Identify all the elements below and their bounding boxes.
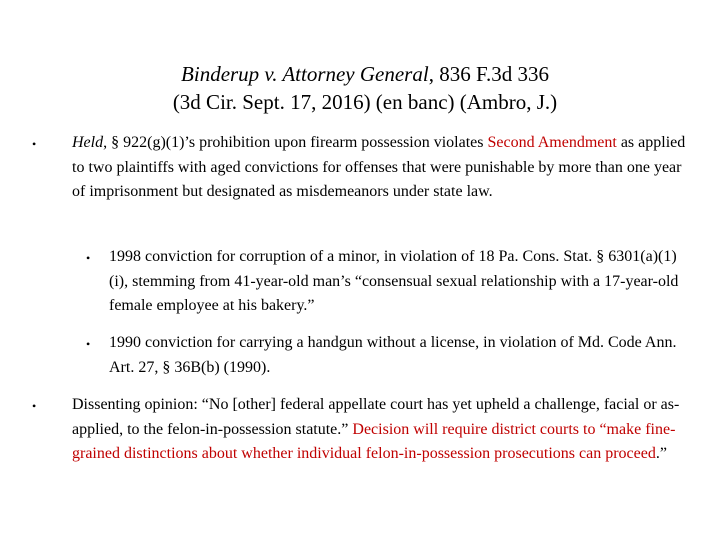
dissent-text-a: Dissenting opinion: “No [other] federal appellate court has yet upheld a challenge, facial or as-applied, to the felon-in-possession statute.” — [72, 396, 680, 438]
holding-text-a: , § 922(g)(1)’s prohibition upon firearm possession violates — [103, 134, 488, 151]
bullet-marker: • — [32, 399, 37, 413]
held-label: Held — [72, 134, 104, 151]
sub-bullet-text: 1998 conviction for corruption of a minor, in violation of 18 Pa. Cons. Stat. § 6301(a)(1)(i), stemming from 41-year-old man’s “consensual sexual relationship with a 17-year-old female employee at his bakery.” — [109, 248, 679, 314]
bullet-marker: • — [86, 337, 91, 351]
bullet-dissent — [32, 393, 692, 467]
title-line-1 — [100, 60, 630, 88]
bullet-holding — [32, 131, 692, 205]
case-citation: , 836 F.3d 336 — [428, 62, 549, 86]
holding-text-b: as applied to two plaintiffs with aged convictions for offenses that were punishable by more than one year of imprisonment but designated as misdemeanors under state law. — [72, 134, 686, 200]
bullet-marker: • — [32, 137, 37, 151]
dissent-text-b: .” — [655, 445, 667, 462]
slide-title — [100, 60, 630, 116]
sub-bullet-text: 1990 conviction for carrying a handgun without a license, in violation of Md. Code Ann. Art. 27, § 36B(b) (1990). — [109, 334, 677, 376]
bullet-marker: • — [86, 251, 91, 265]
sub-bullet-1998-conviction — [86, 245, 679, 319]
second-amendment-highlight: Second Amendment — [487, 134, 617, 151]
dissent-highlight: Decision will require district courts to “make fine-grained distinctions about whether individual felon-in-possession prosecutions can proceed — [72, 420, 676, 462]
case-name: Binderup v. Attorney General — [181, 62, 429, 86]
sub-bullet-1990-conviction — [86, 331, 679, 380]
title-line-2: (3d Cir. Sept. 17, 2016) (en banc) (Ambro, J.) — [172, 90, 558, 114]
